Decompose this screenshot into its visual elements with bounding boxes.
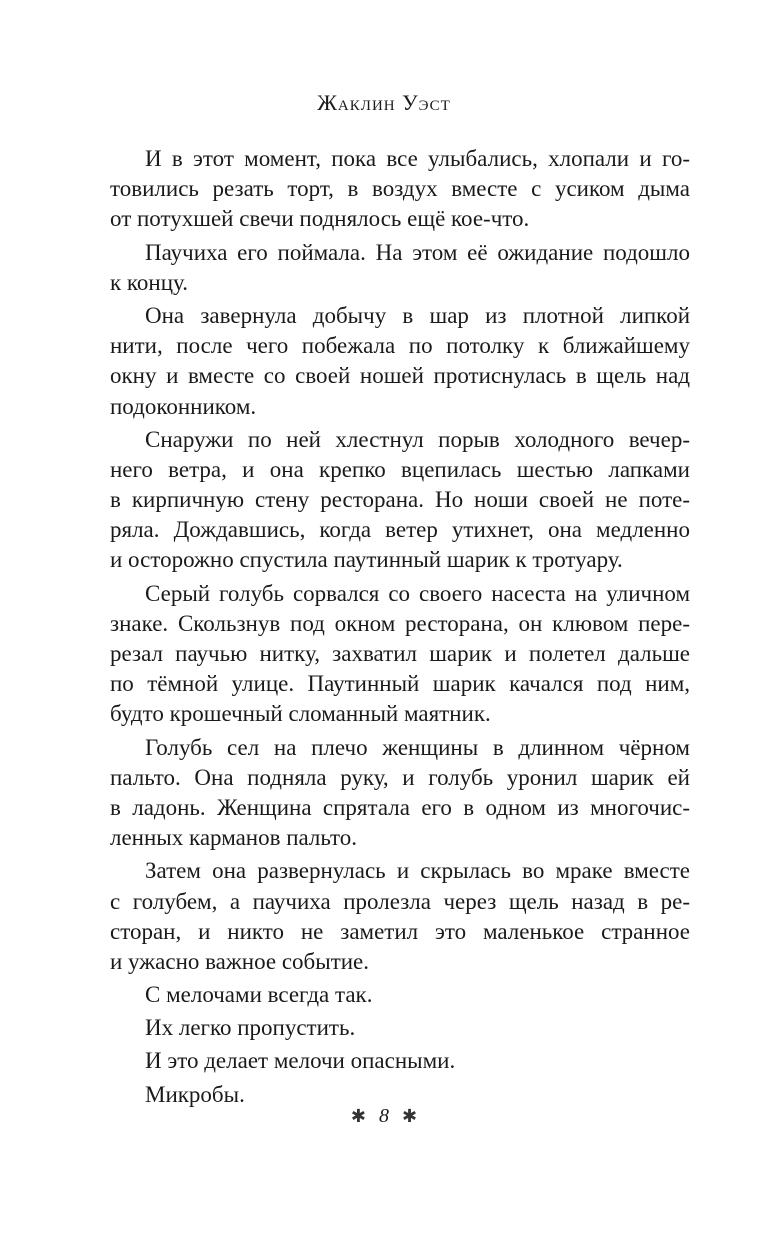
- paragraph: [110, 579, 690, 730]
- text-line: резал паучью нитку, захватил шарик и полетел дальше: [110, 641, 690, 666]
- text-line: знаке. Скользнув под окном ресторана, он клювом пере-: [110, 610, 690, 636]
- text-line: и осторожно спустила паутинный шарик к тротуару.: [110, 547, 623, 573]
- text-line: к концу.: [110, 269, 188, 295]
- text-line: будто крошечный сломанный маятник.: [110, 701, 491, 727]
- text-line: в кирпичную стену ресторана. Но ноши своей не поте-: [110, 487, 690, 513]
- body-text: [110, 144, 690, 1110]
- asterisk-icon: ✱: [402, 1106, 418, 1126]
- paragraph: [110, 301, 690, 422]
- text-line: подоконником.: [110, 393, 257, 419]
- paragraph: [110, 144, 690, 235]
- text-line: Паучиха его поймала. На этом её ожидание подошло: [145, 239, 690, 265]
- text-line: от потухшей свечи поднялось ещё кое-что.: [110, 206, 530, 232]
- text-line: в ладонь. Женщина спрятала его в одном из многочис-: [110, 794, 690, 820]
- asterisk-icon: ✱: [350, 1106, 366, 1126]
- text-line: по тёмной улице. Паутинный шарик качался под ним,: [110, 671, 690, 697]
- text-line: ряла. Дождавшись, когда ветер утихнет, она медленно: [110, 517, 690, 543]
- text-line: Микробы.: [145, 1081, 245, 1107]
- paragraph: [110, 856, 690, 977]
- text-line: Их легко пропустить.: [145, 1015, 356, 1041]
- paragraph: [110, 1013, 690, 1043]
- text-line: С мелочами всегда так.: [145, 982, 373, 1008]
- text-line: И это делает мелочи опасными.: [145, 1048, 456, 1074]
- text-line: с голубем, а паучиха пролезла через щель назад в ре-: [110, 888, 690, 914]
- text-line: Она завернула добычу в шар из плотной липкой: [145, 302, 690, 328]
- text-line: сторан, и никто не заметил это маленькое странное: [110, 918, 690, 944]
- text-line: Снаружи по ней хлестнул порыв холодного вечер-: [145, 426, 690, 452]
- text-line: И в этот момент, пока все улыбались, хлопали и го-: [145, 146, 690, 171]
- text-line: ленных карманов пальто.: [110, 825, 358, 851]
- text-line: Голубь сел на плечо женщины в длинном чёрном: [145, 734, 690, 760]
- text-line: и ужасно важное событие.: [110, 948, 370, 974]
- paragraph: [110, 1046, 690, 1076]
- paragraph: [110, 425, 690, 576]
- text-line: окну и вместе со своей ношей протиснулась в щель над: [110, 363, 690, 389]
- paragraph: [110, 980, 690, 1010]
- paragraph: [110, 733, 690, 854]
- text-line: нити, после чего побежала по потолку к ближайшему: [110, 333, 690, 359]
- text-line: Затем она развернулась и скрылась во мраке вместе: [145, 858, 690, 884]
- paragraph: [110, 238, 690, 298]
- text-line: Серый голубь сорвался со своего насеста на уличном: [145, 580, 690, 606]
- text-line: пальто. Она подняла руку, и голубь уронил шарик ей: [110, 764, 690, 790]
- text-line: товились резать торт, в воздух вместе с усиком дыма: [110, 176, 690, 202]
- running-header-author: Жаклин Уэст: [317, 90, 451, 115]
- page-number: 8: [379, 1105, 389, 1127]
- text-line: него ветра, и она крепко вцепилась шестью лапками: [110, 456, 690, 482]
- page-footer: [0, 1105, 768, 1128]
